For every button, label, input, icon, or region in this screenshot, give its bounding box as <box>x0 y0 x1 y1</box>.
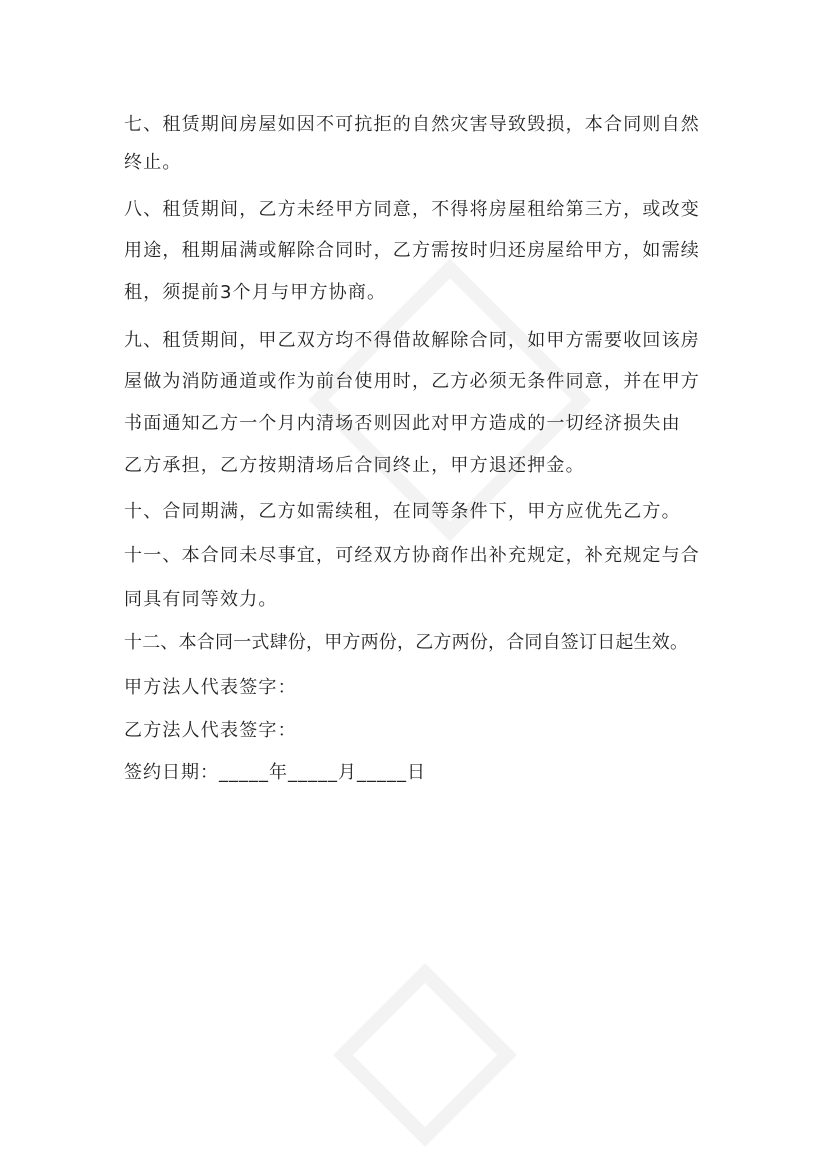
clause-12-line-1: 十二、本合同一式肆份，甲方两份，乙方两份，合同自签订日起生效。 <box>124 632 689 653</box>
clause-11-line-1: 十一、本合同未尽事宜，可经双方协商作出补充规定，补充规定与合 <box>124 545 700 566</box>
watermark-shape <box>333 963 517 1147</box>
signing-date: 签约日期：_____年_____月_____日 <box>124 762 426 783</box>
clause-11-line-2: 同具有同等效力。 <box>124 589 278 610</box>
clause-10-line-1: 十、合同期满，乙方如需续租，在同等条件下，甲方应优先乙方。 <box>124 501 681 522</box>
clause-9-line-3: 书面通知乙方一个月内清场否则因此对甲方造成的一切经济损失由 <box>124 413 681 434</box>
clause-8-line-2: 用途，租期届满或解除合同时，乙方需按时归还房屋给甲方，如需续 <box>124 240 700 261</box>
clause-7-line-2: 终止。 <box>124 152 182 173</box>
clause-8-line-1: 八、租赁期间，乙方未经甲方同意，不得将房屋租给第三方，或改变 <box>124 199 700 220</box>
clause-8-line-3: 租，须提前3个月与甲方协商。 <box>124 282 387 303</box>
signature-party-b: 乙方法人代表签字： <box>124 720 297 741</box>
signature-party-a: 甲方法人代表签字： <box>124 677 297 698</box>
clause-7-line-1: 七、租赁期间房屋如因不可抗拒的自然灾害导致毁损，本合同则自然 <box>124 114 700 135</box>
clause-9-line-2: 屋做为消防通道或作为前台使用时，乙方必须无条件同意，并在甲方 <box>124 371 700 392</box>
clause-9-line-1: 九、租赁期间，甲乙双方均不得借故解除合同，如甲方需要收回该房 <box>124 330 700 351</box>
clause-9-line-4: 乙方承担，乙方按期清场后合同终止，甲方退还押金。 <box>124 455 585 476</box>
